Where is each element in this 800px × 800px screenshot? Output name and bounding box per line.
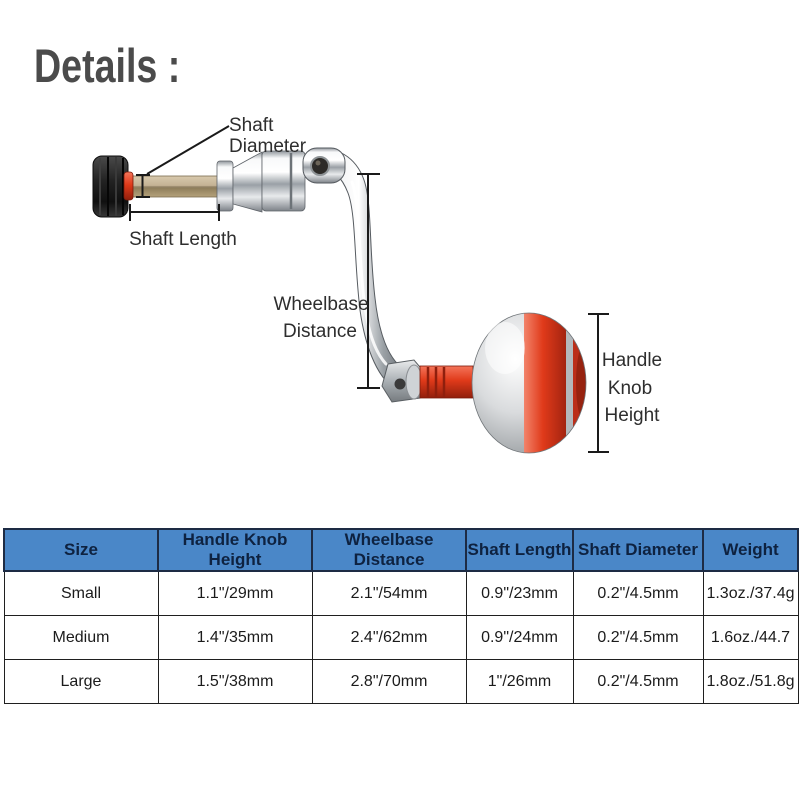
ball-red-band [524,310,566,456]
row-medium [4,616,798,660]
table-cell: 1.4"/35mm [158,616,312,660]
table-cell: 1.3oz./37.4g [703,571,798,616]
table-cell: 2.4"/62mm [312,616,466,660]
label-knob-height: Handle [601,350,663,371]
column-header-knob-height: Handle Knob Height [158,529,312,571]
size-spec-table [3,528,799,704]
table-cell: 0.9"/24mm [466,616,573,660]
label-shaft-diameter-line2: Diameter [229,136,307,157]
label-knob-height-line2: Knob [607,378,653,399]
header-row [4,529,798,571]
table-cell: Medium [4,616,158,660]
table-cell: 2.1"/54mm [312,571,466,616]
boss-screw [311,157,329,175]
page-title: Details : [34,39,181,92]
label-wheelbase: Wheelbase [273,294,369,315]
table-cell: 1.1"/29mm [158,571,312,616]
table-cell: 0.9"/23mm [466,571,573,616]
table-cell: 1.6oz./44.7 [703,616,798,660]
column-header-size: Size [4,529,158,571]
table-cell: 1.8oz./51.8g [703,660,798,704]
table-cell: 0.2"/4.5mm [573,571,703,616]
red-stem [420,366,473,398]
column-header-shaft-length: Shaft Length [466,529,573,571]
column-header-weight: Weight [703,529,798,571]
chrome-connector [217,151,305,212]
table-cell: 2.8"/70mm [312,660,466,704]
label-knob-height-line3: Height [604,405,660,426]
label-shaft-length: Shaft Length [129,229,237,250]
pivot-nut [382,360,425,402]
table-cell: Small [4,571,158,616]
arm-boss [303,148,345,183]
column-header-shaft-diameter: Shaft Diameter [573,529,703,571]
shaft-end-knob [93,156,128,217]
label-wheelbase-line2: Distance [283,321,357,342]
ball-knob [472,310,596,456]
table-cell: 1.5"/38mm [158,660,312,704]
row-large [4,660,798,704]
column-header-wheelbase: Wheelbase Distance [312,529,466,571]
table-cell: 0.2"/4.5mm [573,616,703,660]
table-cell: Large [4,660,158,704]
table-cell: 1"/26mm [466,660,573,704]
red-washer [124,172,133,200]
table-cell: 0.2"/4.5mm [573,660,703,704]
row-small [4,571,798,616]
label-shaft-diameter: Shaft [229,115,274,136]
